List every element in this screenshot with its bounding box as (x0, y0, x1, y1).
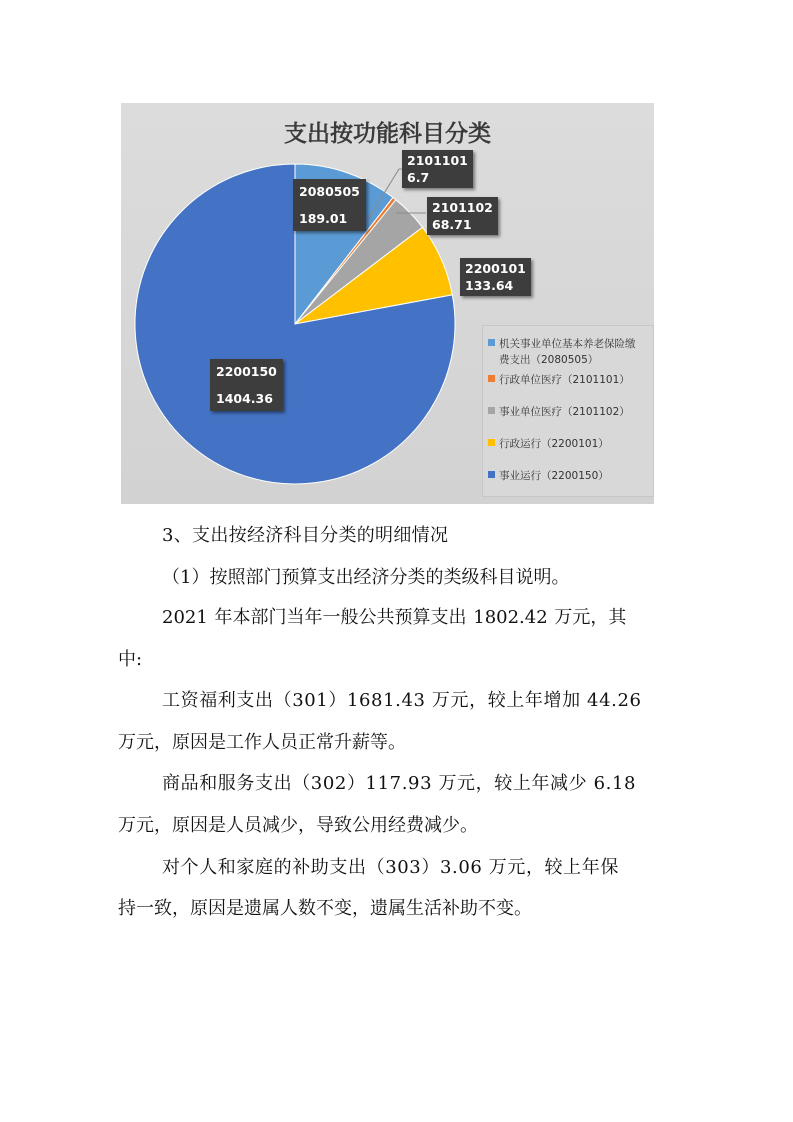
legend-label: 行政运行（2200101） (499, 438, 609, 450)
data-label-2200101 (460, 258, 531, 296)
data-label-2080505 (293, 179, 366, 231)
legend-label: 事业运行（2200150） (499, 470, 609, 482)
data-label-value: 1404.36 (216, 391, 273, 406)
data-label-value: 133.64 (465, 278, 514, 293)
legend-item-2101101 (488, 372, 630, 388)
data-label-code: 2200150 (216, 364, 277, 379)
legend-label-cont: 费支出（2080505） (499, 354, 599, 366)
pie-chart (121, 103, 654, 504)
chart-title: 支出按功能科目分类 (284, 121, 491, 147)
legend-swatch (488, 439, 495, 446)
paragraph-4-line-1: 对个人和家庭的补助支出（303）3.06 万元，较上年保 (162, 857, 619, 878)
legend-swatch (488, 407, 495, 414)
legend-swatch (488, 471, 495, 478)
section-heading: 3、支出按经济科目分类的明细情况 (162, 525, 449, 546)
legend-label: 事业单位医疗（2101102） (499, 406, 630, 418)
legend-item-2200101 (488, 436, 609, 452)
data-label-2101102 (427, 197, 498, 235)
legend-item-2080505 (488, 336, 636, 368)
legend-swatch (488, 375, 495, 382)
chart-legend (482, 325, 654, 497)
data-label-code: 2080505 (299, 184, 360, 199)
legend-label: 机关事业单位基本养老保险缴 (499, 338, 636, 350)
paragraph-2-line-1: 工资福利支出（301）1681.43 万元，较上年增加 44.26 (162, 690, 642, 711)
data-label-value: 68.71 (432, 217, 472, 232)
sub-heading: （1）按照部门预算支出经济分类的类级科目说明。 (162, 567, 570, 588)
legend-item-2200150 (488, 468, 609, 484)
data-label-value: 189.01 (299, 211, 348, 226)
data-label-2200150 (210, 359, 283, 411)
data-label-value: 6.7 (407, 170, 430, 185)
data-label-code: 2101102 (432, 200, 493, 215)
data-label-code: 2200101 (465, 261, 526, 276)
paragraph-4-line-2: 持一致，原因是遗属人数不变，遗属生活补助不变。 (118, 898, 532, 919)
data-label-2101101 (402, 150, 473, 188)
paragraph-1-line-2: 中: (118, 649, 143, 670)
paragraph-3-line-1: 商品和服务支出（302）117.93 万元，较上年减少 6.18 (162, 773, 637, 794)
paragraph-1-line-1: 2021 年本部门当年一般公共预算支出 1802.42 万元，其 (162, 607, 627, 628)
legend-label: 行政单位医疗（2101101） (499, 374, 630, 386)
data-label-code: 2101101 (407, 153, 468, 168)
legend-item-2101102 (488, 404, 630, 420)
paragraph-2-line-2: 万元，原因是工作人员正常升薪等。 (118, 732, 406, 753)
paragraph-3-line-2: 万元，原因是人员减少，导致公用经费减少。 (118, 815, 478, 836)
legend-swatch (488, 339, 495, 346)
